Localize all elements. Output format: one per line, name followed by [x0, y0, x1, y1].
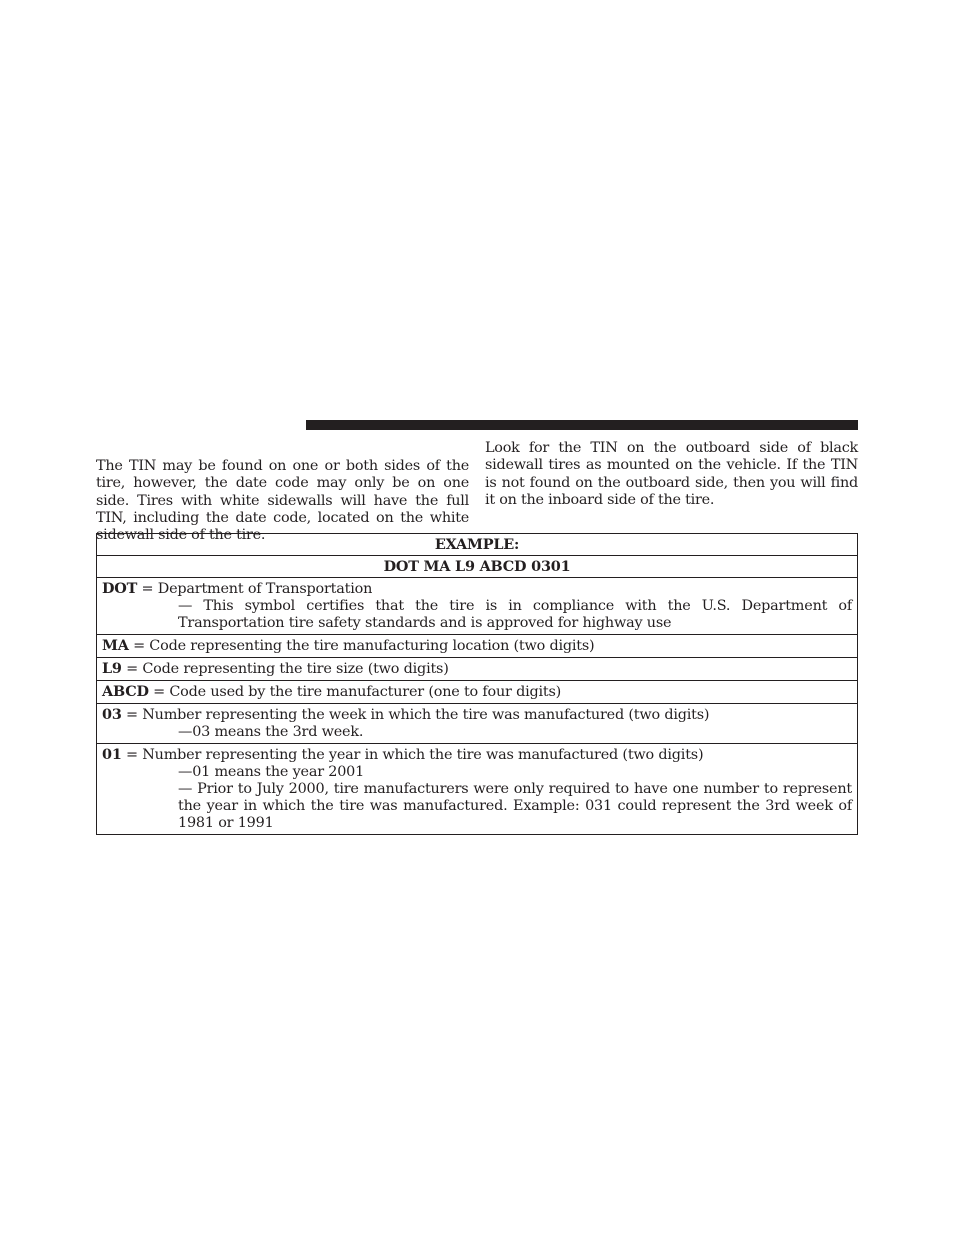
- code-definition: = Code representing the tire manufacturing location (two digits): [128, 638, 595, 654]
- code-label: DOT: [102, 580, 138, 597]
- code-note: — This symbol certifies that the tire is in compliance with the U.S. Department of Transportation tire safety standards and is approved for highway use: [178, 598, 852, 631]
- table-row: [97, 578, 858, 635]
- code-label: L9: [102, 660, 122, 677]
- table-cell: [97, 744, 858, 835]
- code-definition: = Number representing the year in which the tire was manufactured (two digits): [121, 747, 704, 763]
- table-row: [97, 704, 858, 744]
- table-heading-row: [97, 534, 858, 556]
- table-example-row: [97, 556, 858, 578]
- tin-example-table: [96, 533, 858, 835]
- code-note: —01 means the year 2001: [178, 764, 365, 780]
- table-row: [97, 681, 858, 704]
- code-label: MA: [102, 637, 129, 654]
- table-cell: [97, 658, 858, 681]
- example-code: DOT MA L9 ABCD 0301: [97, 556, 858, 578]
- code-definition: = Number representing the week in which the tire was manufactured (two digits): [121, 707, 710, 723]
- tin-outboard-paragraph: Look for the TIN on the outboard side of black sidewall tires as mounted on the vehicle. If the TIN is not found on the outboard side, then you will find it on the inboard side of the tire.: [485, 440, 858, 508]
- code-label: 03: [102, 706, 122, 723]
- table-cell: [97, 681, 858, 704]
- table-row: [97, 658, 858, 681]
- example-heading: EXAMPLE:: [97, 534, 858, 556]
- table-row: [97, 635, 858, 658]
- code-definition: = Code representing the tire size (two digits): [121, 661, 449, 677]
- code-note: —03 means the 3rd week.: [178, 724, 364, 740]
- code-label: ABCD: [102, 683, 149, 700]
- table-cell: [97, 704, 858, 744]
- table-cell: [97, 578, 858, 635]
- section-header-rule: [306, 420, 858, 430]
- table-row: [97, 744, 858, 835]
- code-definition: = Department of Transportation: [137, 581, 373, 597]
- code-note: — Prior to July 2000, tire manufacturers were only required to have one number to represent the year in which the tire was manufactured. Example: 031 could represent the 3rd week of 1981 or 1991: [178, 781, 852, 831]
- code-label: 01: [102, 746, 122, 763]
- table-cell: [97, 635, 858, 658]
- tin-location-paragraph: The TIN may be found on one or both sides of the tire, however, the date code may only be on one side. Tires with white sidewalls will have the full TIN, including the date code, located on the white sidewall side of the tire.: [96, 458, 469, 544]
- code-definition: = Code used by the tire manufacturer (one to four digits): [148, 684, 562, 700]
